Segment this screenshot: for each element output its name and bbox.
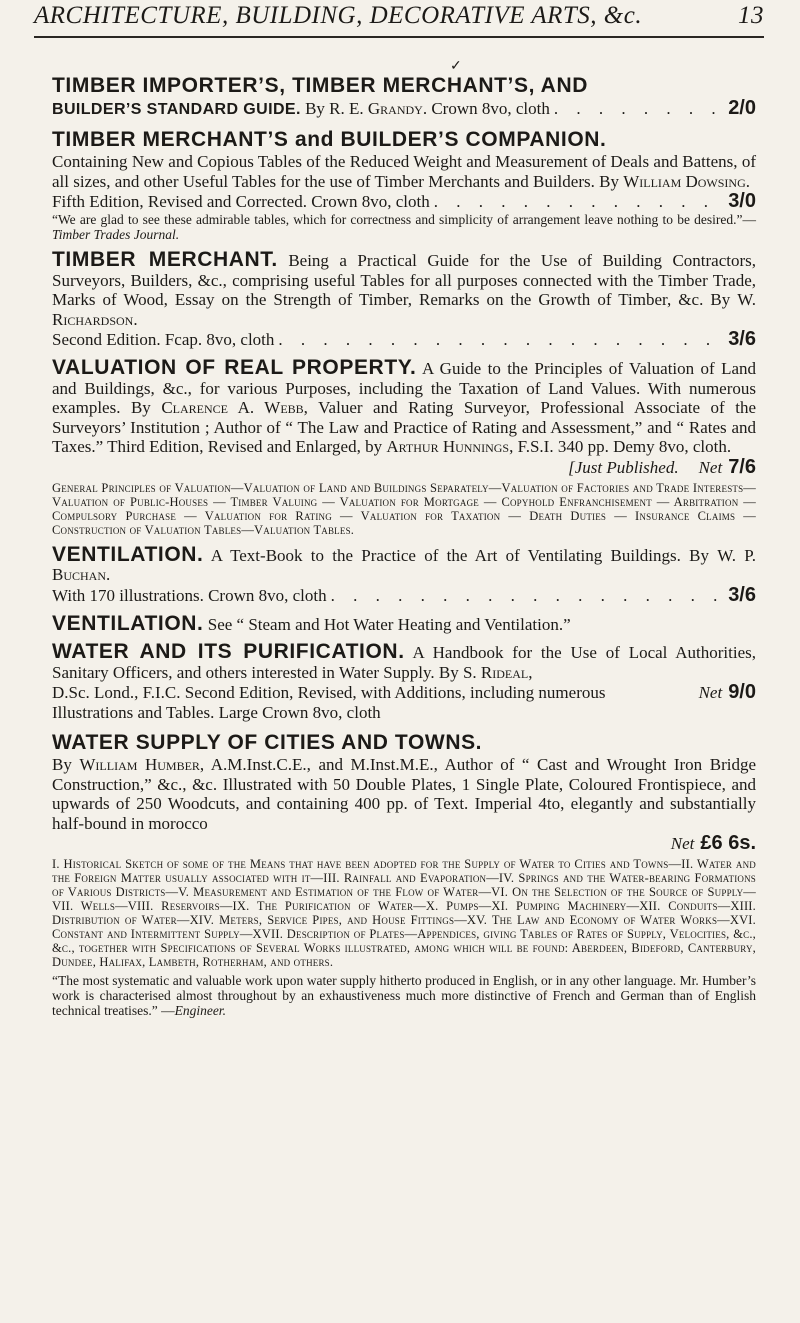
catalogue-entry-timber-merchants-companion [52, 128, 756, 242]
entry-author: R. E. Grandy. [329, 99, 428, 118]
net-label: Net [698, 683, 723, 702]
tick-mark-icon: ✓ [450, 59, 462, 74]
entry-format: Fifth Edition, Revised and Corrected. Crown 8vo, cloth [52, 192, 430, 211]
catalogue-listing [52, 74, 756, 1026]
entry-title: TIMBER MERCHANT. [52, 248, 278, 271]
entry-price-row [52, 457, 756, 478]
catalogue-entry-timber-merchant [52, 250, 756, 350]
entry-title: VENTILATION. [52, 542, 204, 566]
entry-title: VALUATION OF REAL PROPERTY. [52, 356, 417, 379]
entry-price-row [52, 329, 756, 350]
catalogue-entry-timber-importers-guide [52, 74, 756, 120]
header-rule [34, 36, 764, 38]
entry-description: VENTILATION. A Text-Book to the Practice of the Art of Ventilating Buildings. By W. P. Buchan. [52, 542, 757, 584]
entry-price: 7/6 [728, 455, 756, 478]
entry-reviser: Arthur Hunnings, [386, 437, 514, 456]
running-title: ARCHITECTURE, BUILDING, DECORATIVE ARTS, &c. [34, 2, 643, 29]
entry-description: VENTILATION. See “ Steam and Hot Water Heating and Ventilation.” [52, 611, 571, 635]
net-label: Net [670, 834, 695, 853]
catalogue-entry-water-supply-of-cities [52, 731, 756, 1018]
entry-by: By [52, 755, 72, 774]
entry-title: WATER SUPPLY OF CITIES AND TOWNS. [52, 731, 483, 754]
leader-dots [278, 330, 724, 350]
entry-description: VALUATION OF REAL PROPERTY. A Guide to the Principles of Valuation of Land and Buildings, &c., for various Purposes, including the Taxation of Land Values. With numerous examples. By Clarence A. Webb, Valuer and Rating Surveyor, Professional Associate of the Surveyors’ Institution ; Author of “ The Law and Practice of Rating and Assessment,” and “ Rates and Taxes.” Third Edition, Revised and Enlarged, by Arthur Hunnings, F.S.I. 340 pp. Demy 8vo, cloth. [52, 356, 757, 456]
entry-format: With 170 illustrations. Crown 8vo, cloth [52, 585, 327, 605]
entry-review: “We are glad to see these admirable tables, which for correctness and simplicity of arrangement leave nothing to be desired.”—Timber Trades Journal. [52, 212, 756, 242]
entry-format: Crown 8vo, cloth [431, 99, 550, 118]
entry-description: WATER AND ITS PURIFICATION. A Handbook for the Use of Local Authorities, Sanitary Officers, and others interested in Water Supply. By S. Rideal, [52, 640, 757, 682]
entry-author: William Humber, [79, 755, 205, 774]
leader-dots [554, 99, 724, 119]
entry-title: TIMBER MERCHANT’S and BUILDER’S COMPANION. [52, 128, 607, 151]
entry-review: “The most systematic and valuable work upon water supply hitherto produced in English, or in any other language. Mr. Humber’s work is characterised almost throughout by an exhaustiveness much more distinctive of French and German than of English technical treatises.” —Engineer. [52, 973, 756, 1018]
entry-title: TIMBER IMPORTER’S, TIMBER MERCHANT’S, AND [52, 74, 588, 97]
entry-title: VENTILATION. [52, 611, 204, 635]
catalogue-entry-ventilation-text-book [52, 542, 757, 606]
catalogue-entry-water-purification [52, 642, 756, 723]
entry-format: D.Sc. Lond., F.I.C. Second Edition, Revised, with Additions, including numerous Illustrations and Tables. Large Crown 8vo, cloth [52, 683, 606, 722]
entry-contents: General Principles of Valuation—Valuation of Land and Buildings Separately—Valuation of Factories and Trade Interests—Valuation of Public-Houses — Timber Valuing — Valuation for Mortgage — Copyhold Enfranchisement — Arbitration — Compulsory Purchase — Valuation for Rating — Valuation for Taxation — Death Duties — Insurance Claims — Construction of Valuation Tables—Valuation Tables. [52, 480, 756, 537]
entry-author: W. P. Buchan. [52, 545, 757, 584]
entry-format: Second Edition. Fcap. 8vo, cloth [52, 330, 275, 349]
entry-by: By [305, 99, 325, 118]
entry-price-row [52, 191, 756, 212]
entry-price-row [52, 98, 756, 120]
entry-description: TIMBER MERCHANT. Being a Practical Guide for the Use of Building Contractors, Surveyors, Builders, &c., comprising useful Tables for all purposes connected with the Timber Trade, Marks of Wood, Essay on the Strength of Timber, Remarks on the Growth of Timber, &c. By W. Richardson. [52, 248, 757, 329]
page-number: 13 [738, 2, 764, 29]
leader-dots [331, 586, 725, 606]
entry-price: £6 6s. [700, 832, 756, 854]
entry-price: 2/0 [728, 97, 756, 119]
entry-price-row [52, 585, 756, 606]
entry-price-row [52, 682, 756, 723]
running-head [34, 2, 764, 30]
net-label: Net [698, 457, 723, 477]
entry-author: W. Richardson. [52, 290, 756, 329]
entry-description: By William Humber, A.M.Inst.C.E., and M.Inst.M.E., Author of “ Cast and Wrought Iron Bridge Construction,” &c., &c. Illustrated with 50 Double Plates, 1 Single Plate, Coloured Frontispiece, and upwards of 250 Woodcuts, and containing 400 pp. of Text. Imperial 4to, elegantly and substantially half-bound in morocco [52, 755, 756, 833]
leader-dots [434, 192, 724, 212]
entry-description: Containing New and Copious Tables of the Reduced Weight and Measurement of Deals and Battens, of all sizes, and other Useful Tables for the use of Timber Merchants and Builders. By William Dowsing. [52, 152, 756, 191]
entry-price: 3/0 [728, 190, 756, 212]
publication-note: [Just Published. [568, 457, 679, 477]
catalogue-entry-ventilation-cross-reference [52, 611, 756, 635]
entry-contents: I. Historical Sketch of some of the Means that have been adopted for the Supply of Water to Cities and Towns—II. Water and the Foreign Matter usually associated with it—III. Rainfall and Evaporation—IV. Springs and the Water-bearing Formations of Various Districts—V. Measurement and Estimation of the Flow of Water—VI. On the Selection of the Source of Supply—VII. Wells—VIII. Reservoirs—IX. The Purification of Water—X. Pumps—XI. Pumping Machinery—XII. Conduits—XIII. Distribution of Water—XIV. Meters, Service Pipes, and House Fittings—XV. The Law and Economy of Water Works—XVI. Constant and Intermittent Supply—XVII. Description of Plates—Appendices, giving Tables of Rates of Supply, Velocities, &c., &c., together with Specifications of Several Works illustrated, among which will be found: Aberdeen, Bideford, Canterbury, Dundee, Halifax, Lambeth, Rotherham, and others. [52, 857, 756, 969]
entry-subtitle: BUILDER’S STANDARD GUIDE. [52, 101, 301, 118]
entry-price: 9/0 [728, 681, 756, 703]
entry-author: Clarence A. Webb, [161, 398, 308, 417]
catalogue-entry-valuation-of-real-property [52, 358, 756, 537]
entry-price-row [52, 833, 756, 854]
entry-price: 3/6 [728, 328, 756, 350]
review-source: Engineer. [174, 1003, 226, 1018]
entry-author: S. Rideal, [462, 662, 533, 682]
entry-title: WATER AND ITS PURIFICATION. [52, 640, 405, 663]
review-source: Timber Trades Journal. [52, 227, 180, 242]
entry-author: William Dowsing. [623, 171, 751, 191]
entry-price: 3/6 [728, 583, 756, 606]
